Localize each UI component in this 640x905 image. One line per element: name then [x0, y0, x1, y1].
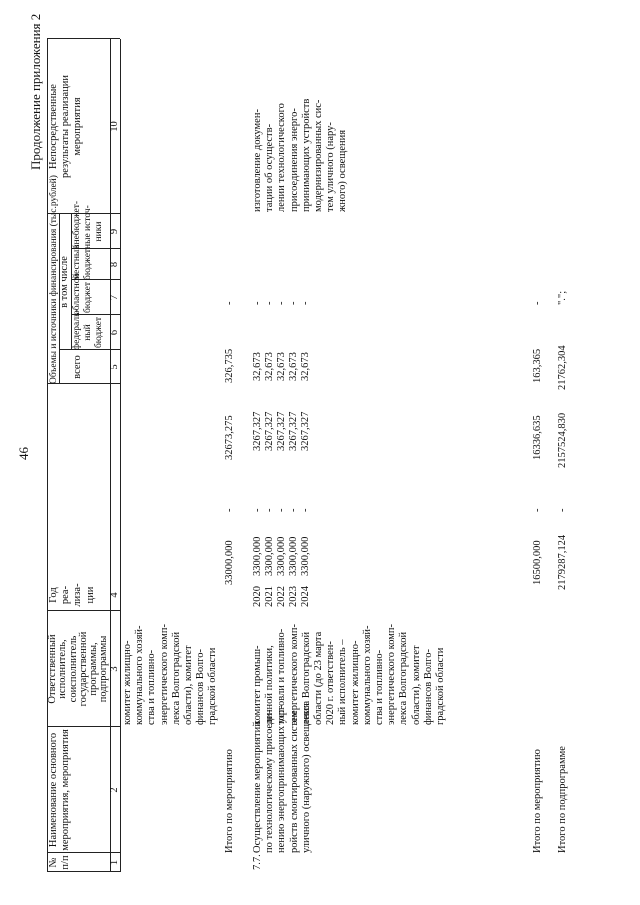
total3-total: 2179287,124: [557, 534, 568, 590]
total1-total: 33000,000: [224, 540, 235, 585]
colnum-1: 1: [109, 859, 120, 866]
total1-regional: 32673,275: [224, 415, 235, 460]
total2-label: Итого по мероприятию: [532, 749, 543, 853]
total2-extra: -: [532, 301, 543, 305]
total1-extra: -: [224, 301, 235, 305]
header-col6: федераль- ный бюджет: [72, 309, 104, 350]
header-col9: внебюджет- ные источ- ники: [72, 200, 104, 249]
item77-federal-2020: -: [252, 508, 263, 512]
item77-num: 7.7.: [252, 854, 263, 870]
colnum-9: 9: [109, 228, 120, 235]
item77-federal-2022: -: [276, 508, 287, 512]
page-number: 46: [16, 447, 31, 460]
item77-federal-2023: -: [288, 508, 299, 512]
colnum-6: 6: [109, 329, 120, 336]
header-col2: Наименование основного мероприятия, мероприятия: [48, 729, 72, 851]
item77-federal-2021: -: [264, 508, 275, 512]
continuation-title: Продолжение приложения 2: [28, 13, 43, 170]
item77-regional-2021: 3267,327: [264, 411, 275, 451]
colnum-8: 8: [109, 261, 120, 268]
item77-local-2024: 32,673: [300, 352, 311, 381]
total2-regional: 16336,635: [532, 415, 543, 460]
item77-year-2022: 2022: [276, 586, 287, 607]
funding-group-title: Объемы и источники финансирования (тыс.рублей): [49, 175, 59, 384]
header-col7: областной бюджет: [72, 273, 93, 315]
header-col8: местный бюджет: [72, 244, 93, 280]
total3-extra: ".";: [557, 290, 568, 305]
prev-executor-text: комитет жилищно- коммунального хозяй- ства и топливно- энергетического комп- лекса Волгоградской области), комитет финансов Волго- градской области: [122, 623, 219, 725]
colnum-4: 4: [109, 592, 120, 598]
item77-regional-2023: 3267,327: [288, 411, 299, 451]
item77-year-2021: 2021: [264, 586, 275, 607]
total3-regional: 2157524,830: [557, 412, 568, 468]
total1-federal: -: [224, 508, 235, 512]
item77-year-2020: 2020: [252, 586, 263, 607]
item77-total-2024: 3300,000: [300, 536, 311, 576]
header-col3: Ответственный исполнитель, соисполнитель государственной программы, подпрограммы: [47, 631, 110, 707]
total3-federal: -: [557, 508, 568, 512]
item77-total-2020: 3300,000: [252, 536, 263, 576]
total3-local: 21762,304: [557, 345, 568, 390]
item77-extra-2021: -: [264, 301, 275, 305]
item77-regional-2020: 3267,327: [252, 411, 263, 451]
item77-regional-2024: 3267,327: [300, 411, 311, 451]
item77-local-2022: 32,673: [276, 352, 287, 381]
item77-local-2023: 32,673: [288, 352, 299, 381]
item77-year-2024: 2024: [300, 586, 311, 607]
item77-extra-2020: -: [252, 301, 263, 305]
subgroup-title: в том числе: [59, 256, 70, 308]
colnum-5: 5: [109, 364, 120, 370]
colnum-7: 7: [109, 294, 120, 301]
item77-total-2021: 3300,000: [264, 536, 275, 576]
item77-executor: комитет промыш- ленной политики, торговли и топливно- энергетического комп- лекса Волгоградской области (до 23 марта 2020 г. ответствен- ный исполнитель – комитет жилищно- коммунального хозяй- ства и топливно- энергетического комп- лекса Волгоградской области), комитет финансов Волго- градской области: [252, 623, 447, 725]
total1-local: 326,735: [224, 348, 235, 383]
rotated-page: [12, 13, 632, 890]
colnum-2: 2: [109, 787, 120, 793]
header-col4: Год реа- лиза- ции: [48, 583, 96, 607]
item77-result: изготовление докумен- тации об осуществ- лении технологического присоединения энерго- принимающих устройств модернизированных сис- тем уличного (нару- жного) освещения: [252, 98, 349, 212]
item77-total-2022: 3300,000: [276, 536, 287, 576]
header-col1: № п/п: [48, 855, 72, 870]
item77-local-2021: 32,673: [264, 352, 275, 381]
item77-local-2020: 32,673: [252, 352, 263, 381]
item77-federal-2024: -: [300, 508, 311, 512]
total1-label: Итого по мероприятию: [224, 749, 235, 853]
total2-total: 16500,000: [532, 540, 543, 585]
colnum-10: 10: [109, 121, 120, 132]
item77-regional-2022: 3267,327: [276, 411, 287, 451]
item77-total-2023: 3300,000: [288, 536, 299, 576]
header-col5: всего: [72, 355, 83, 379]
colnum-3: 3: [109, 666, 120, 672]
item77-extra-2024: -: [300, 301, 311, 305]
item77-extra-2022: -: [276, 301, 287, 305]
total2-federal: -: [532, 508, 543, 512]
total3-label: Итого по подпрограмме: [557, 746, 568, 853]
item77-extra-2023: -: [288, 301, 299, 305]
total2-local: 163,365: [532, 348, 543, 383]
item77-name: Осуществление мероприятий по технологическому присоеди- нению энергопринимающих уст- ройств смонтированных систем уличного (наружного) освещения: [252, 703, 312, 853]
header-col10: Непосредственные результаты реализации мероприятия: [48, 74, 84, 179]
item77-year-2023: 2023: [288, 586, 299, 607]
